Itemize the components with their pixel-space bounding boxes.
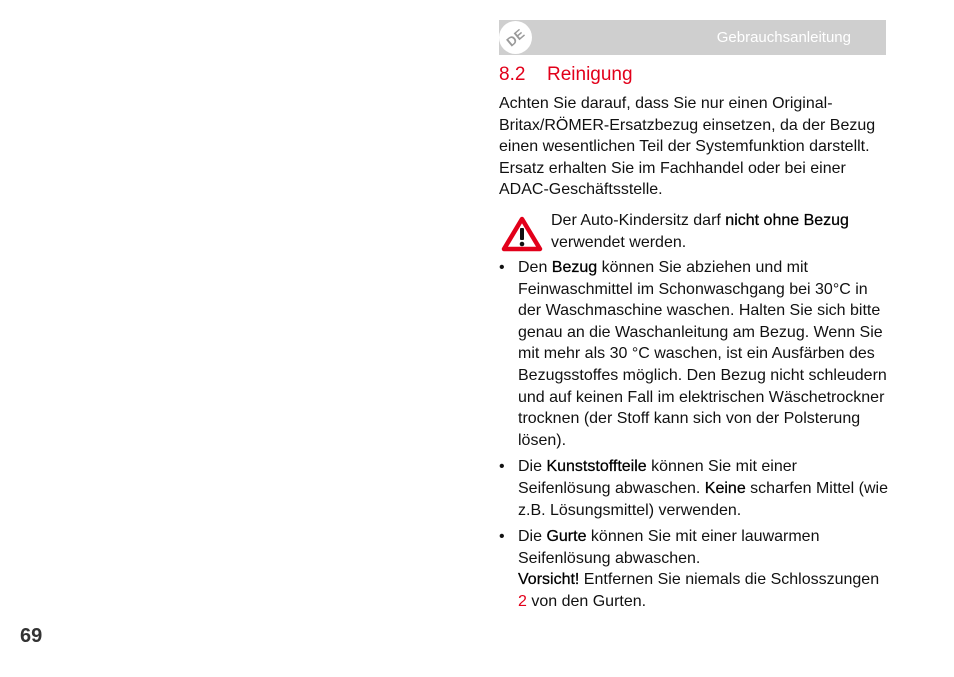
header-title: Gebrauchsanleitung: [716, 29, 851, 46]
bullet-marker: •: [499, 258, 505, 276]
warning-block: [499, 210, 889, 254]
header-bar: [499, 20, 886, 55]
bullet-marker: •: [499, 458, 505, 476]
warning-text: Der Auto-Kindersitz darf nicht ohne Bezug verwendet werden.: [551, 211, 849, 251]
bullet-marker: •: [499, 528, 505, 546]
list-item: • Die Kunststoffteile können Sie mit einer Seifenlösung abwaschen. Keine scharfen Mittel (wie z.B. Lösungsmittel) verwenden.: [499, 458, 888, 519]
page-number: 69: [20, 625, 43, 647]
warning-emphasis: nicht ohne Bezug: [725, 211, 849, 229]
list-item: • Den Bezug können Sie abziehen und mit Feinwaschmittel im Schonwaschgang bei 30°C in der Waschmaschine waschen. Halten Sie sich bitte genau an die Waschanleitung am Bezug. Wenn Sie mit mehr als 30 °C waschen, ist ein Ausfärben des Bezugsstoffes möglich. Den Bezug nicht schleudern und auf keinen Fall im elektrischen Wäschetrockner trocknen (der Stoff kann sich von der Polsterung lösen).: [499, 258, 887, 449]
language-badge: [499, 21, 532, 54]
reference-number: 2: [518, 592, 527, 610]
keyword-keine: Keine: [704, 479, 746, 497]
keyword-bezug: Bezug: [551, 258, 598, 276]
section-heading: [499, 64, 633, 86]
warning-triangle-icon: [501, 216, 543, 252]
list-item: • Die Gurte können Sie mit einer lauwarmen Seifenlösung abwaschen. Vorsicht! Entfernen Sie niemals die Schlosszungen 2 von den Gurten.: [499, 528, 880, 610]
keyword-kunststoffteile: Kunststoffteile: [546, 458, 647, 476]
intro-paragraph: Achten Sie darauf, dass Sie nur einen Original-Britax/RÖMER-Ersatzbezug einsetzen, da der Bezug einen wesentlichen Teil der Systemfunktion darstellt. Ersatz erhalten Sie im Fachhandel oder bei einer ADAC-Geschäftsstelle.: [499, 95, 876, 199]
language-badge-label: DE: [503, 25, 528, 50]
section-number: 8.2: [499, 64, 526, 85]
caution-label: Vorsicht!: [518, 571, 580, 589]
keyword-gurte: Gurte: [546, 528, 587, 546]
instruction-list: [499, 257, 889, 613]
main-content: [499, 93, 889, 617]
section-title: Reinigung: [547, 64, 633, 85]
